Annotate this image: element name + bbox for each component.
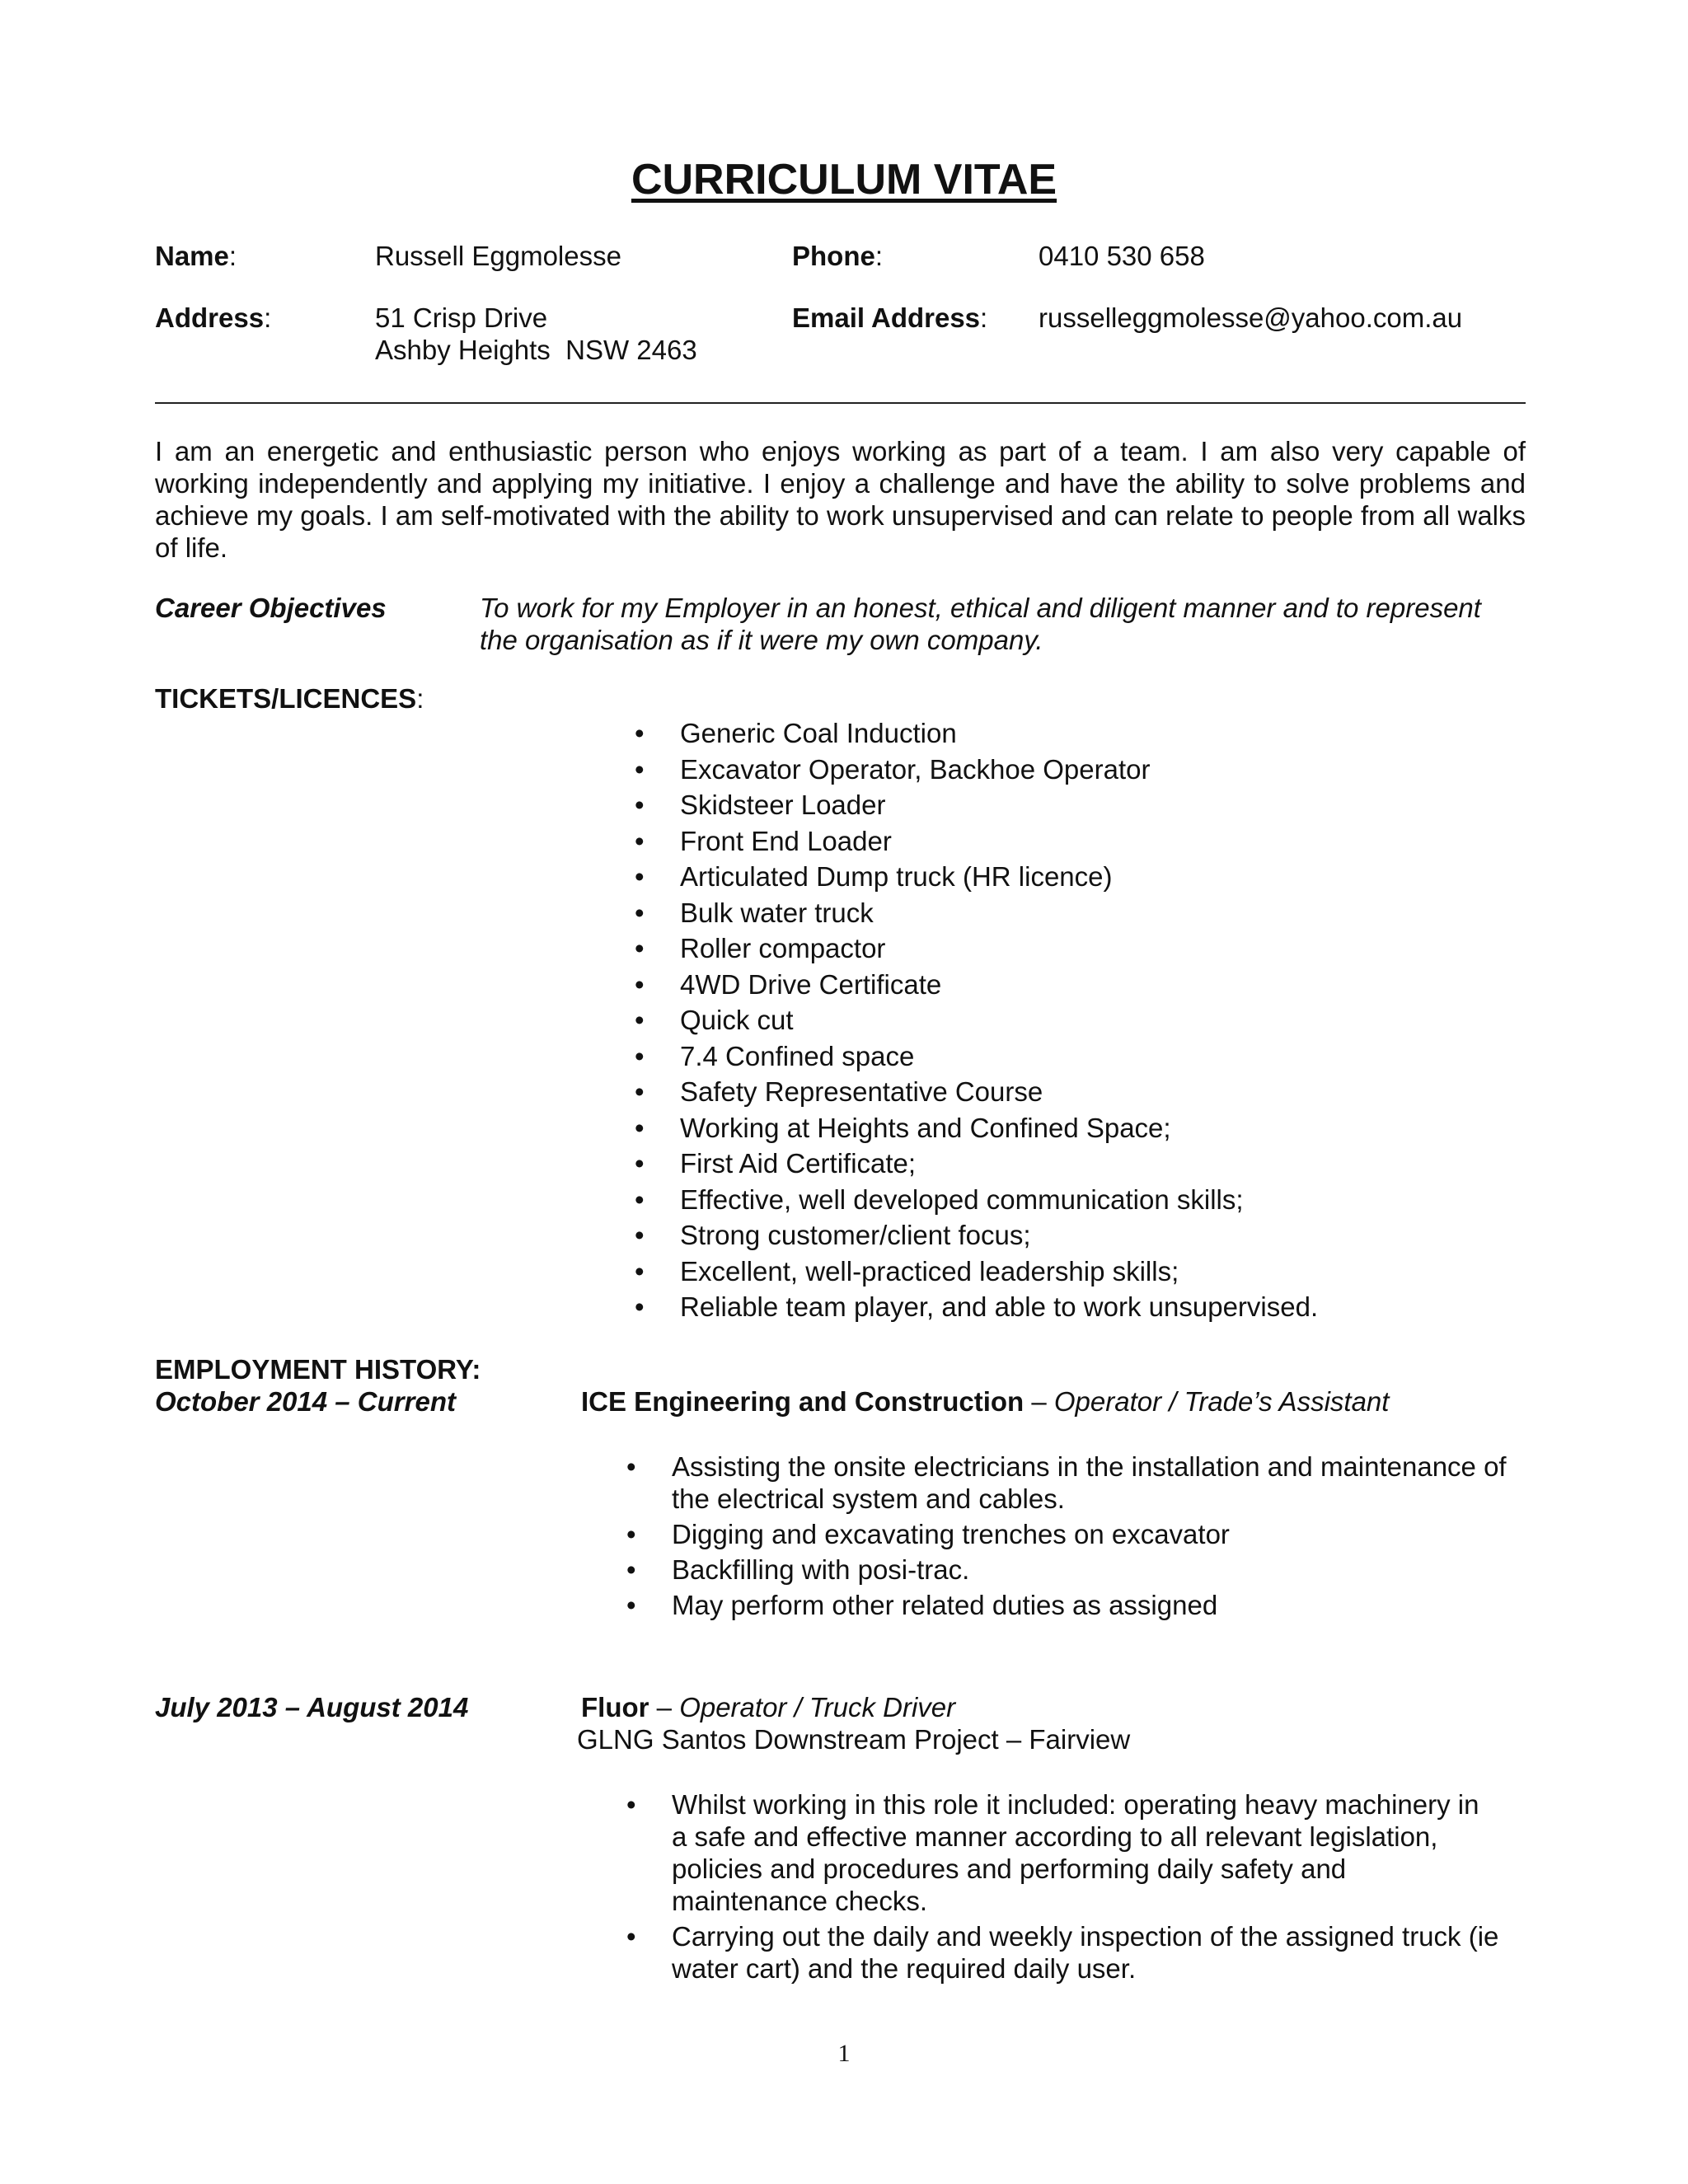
ticket-text: Articulated Dump truck (HR licence) (680, 861, 1113, 892)
bullet-icon: • (635, 861, 645, 892)
phone-value: 0410 530 658 (1039, 241, 1205, 271)
bullet-icon: • (635, 825, 645, 856)
bullet-icon: • (635, 968, 645, 1000)
name-label: Name (155, 241, 229, 271)
ticket-text: Working at Heights and Confined Space; (680, 1112, 1171, 1143)
job-1-separator: – (1024, 1386, 1054, 1417)
bullet-icon: • (626, 1451, 636, 1482)
list-item (635, 1289, 1318, 1325)
list-item (635, 752, 1318, 788)
name-colon: : (228, 241, 237, 271)
list-item (635, 859, 1318, 895)
list-item (635, 930, 1318, 967)
email-value: russelleggmolesse@yahoo.com.au (1039, 302, 1463, 333)
phone-label-row (792, 240, 883, 272)
bullet-icon: • (635, 933, 645, 963)
career-objectives-label: Career Objectives (155, 593, 387, 623)
duty-text: Carrying out the daily and weekly inspection of the assigned truck (ie water cart) and the required daily user. (672, 1921, 1499, 1984)
bullet-icon: • (635, 1148, 645, 1179)
bullet-icon: • (635, 1005, 645, 1035)
ticket-text: 7.4 Confined space (680, 1040, 915, 1071)
list-item (626, 1518, 1525, 1550)
duty-text: Backfilling with posi-trac. (672, 1554, 970, 1585)
job-2-project: GLNG Santos Downstream Project – Fairview (577, 1724, 1131, 1755)
ticket-text: Excavator Operator, Backhoe Operator (680, 753, 1151, 785)
list-item (635, 1110, 1318, 1146)
list-item (635, 715, 1318, 752)
list-item (626, 1451, 1525, 1515)
list-item (626, 1554, 1525, 1586)
header-divider (155, 402, 1526, 404)
list-item (635, 1217, 1318, 1254)
job-1-dates: October 2014 – Current (155, 1386, 456, 1417)
list-item (635, 823, 1318, 860)
document-title: CURRICULUM VITAE (631, 156, 1057, 204)
tickets-colon: : (416, 683, 424, 714)
list-item (626, 1920, 1500, 1985)
tickets-list (635, 715, 1318, 1325)
list-item (635, 1254, 1318, 1290)
job-2-role: Operator / Truck Driver (679, 1692, 956, 1722)
ticket-text: Excellent, well-practiced leadership skills; (680, 1255, 1179, 1286)
name-value: Russell Eggmolesse (375, 241, 621, 271)
list-item (635, 895, 1318, 931)
bullet-icon: • (635, 1183, 645, 1215)
address-line2: Ashby Heights NSW 2463 (375, 335, 697, 365)
list-item (635, 787, 1318, 823)
address-line1: 51 Crisp Drive (375, 302, 548, 333)
job-2-duties (626, 1788, 1500, 1985)
tickets-heading: TICKETS/LICENCES (155, 683, 417, 714)
ticket-text: Front End Loader (680, 825, 892, 856)
phone-colon: : (874, 241, 884, 271)
address-colon: : (264, 302, 272, 333)
bullet-icon: • (626, 1554, 636, 1585)
list-item (626, 1589, 1525, 1621)
bullet-icon: • (635, 1112, 645, 1143)
bullet-icon: • (635, 718, 645, 748)
job-1-company: ICE Engineering and Construction (581, 1386, 1025, 1417)
bullet-icon: • (626, 1921, 636, 1952)
email-label: Email Address (792, 302, 981, 333)
ticket-text: Safety Representative Course (680, 1076, 1043, 1107)
employment-heading: EMPLOYMENT HISTORY: (155, 1354, 481, 1385)
list-item (635, 967, 1318, 1003)
address-label: Address (155, 302, 265, 333)
list-item (635, 1074, 1318, 1110)
ticket-text: Skidsteer Loader (680, 790, 886, 820)
phone-label: Phone (792, 241, 875, 271)
bullet-icon: • (635, 1220, 645, 1250)
name-label-row (155, 240, 237, 272)
ticket-text: First Aid Certificate; (680, 1148, 917, 1179)
ticket-text: Effective, well developed communication skills; (680, 1183, 1244, 1215)
ticket-text: 4WD Drive Certificate (680, 968, 942, 1000)
email-colon: : (980, 302, 988, 333)
ticket-text: Quick cut (680, 1005, 794, 1035)
bullet-icon: • (635, 1255, 645, 1286)
list-item (635, 1038, 1318, 1075)
list-item (626, 1788, 1500, 1917)
job-2-separator: – (649, 1692, 680, 1722)
ticket-text: Generic Coal Induction (680, 718, 957, 748)
bullet-icon: • (635, 1076, 645, 1107)
list-item (635, 1146, 1318, 1182)
ticket-text: Strong customer/client focus; (680, 1220, 1031, 1250)
job-2-title-row (581, 1691, 955, 1723)
list-item (635, 1002, 1318, 1038)
duty-text: May perform other related duties as assigned (672, 1590, 1218, 1620)
bullet-icon: • (635, 897, 645, 928)
bullet-icon: • (635, 1291, 645, 1322)
bullet-icon: • (626, 1590, 636, 1620)
job-1-role: Operator / Trade’s Assistant (1053, 1386, 1390, 1417)
page-number: 1 (837, 2040, 851, 2067)
duty-text: Whilst working in this role it included: operating heavy machinery in a safe and effective manner according to all relevant legislation, policies and procedures and performing daily safety and maintenance checks. (672, 1789, 1479, 1916)
job-2-dates: July 2013 – August 2014 (155, 1692, 469, 1722)
job-2-company: Fluor (581, 1692, 649, 1722)
ticket-text: Reliable team player, and able to work unsupervised. (680, 1291, 1319, 1322)
bullet-icon: • (626, 1519, 636, 1549)
duty-text: Assisting the onsite electricians in the installation and maintenance of the electrical system and cables. (672, 1451, 1507, 1514)
email-label-row (792, 302, 987, 334)
address-label-row (155, 302, 271, 334)
job-1-title-row (581, 1385, 1389, 1418)
summary-paragraph: I am an energetic and enthusiastic person who enjoys working as part of a team. I am also very capable of working independently and applying my initiative. I enjoy a challenge and have the ability to solve problems and achieve my goals. I am self-motivated with the ability to work unsupervised and can relate to people from all walks of life. (155, 436, 1526, 563)
bullet-icon: • (626, 1789, 636, 1820)
job-1-duties (626, 1451, 1525, 1621)
list-item (635, 1182, 1318, 1218)
career-objectives-text: To work for my Employer in an honest, ethical and diligent manner and to represent the organisation as if it were my own company. (480, 593, 1481, 655)
tickets-heading-row (155, 682, 424, 715)
duty-text: Digging and excavating trenches on excavator (672, 1519, 1230, 1549)
ticket-text: Roller compactor (680, 933, 886, 963)
bullet-icon: • (635, 753, 645, 785)
bullet-icon: • (635, 1040, 645, 1071)
ticket-text: Bulk water truck (680, 897, 874, 928)
bullet-icon: • (635, 790, 645, 820)
